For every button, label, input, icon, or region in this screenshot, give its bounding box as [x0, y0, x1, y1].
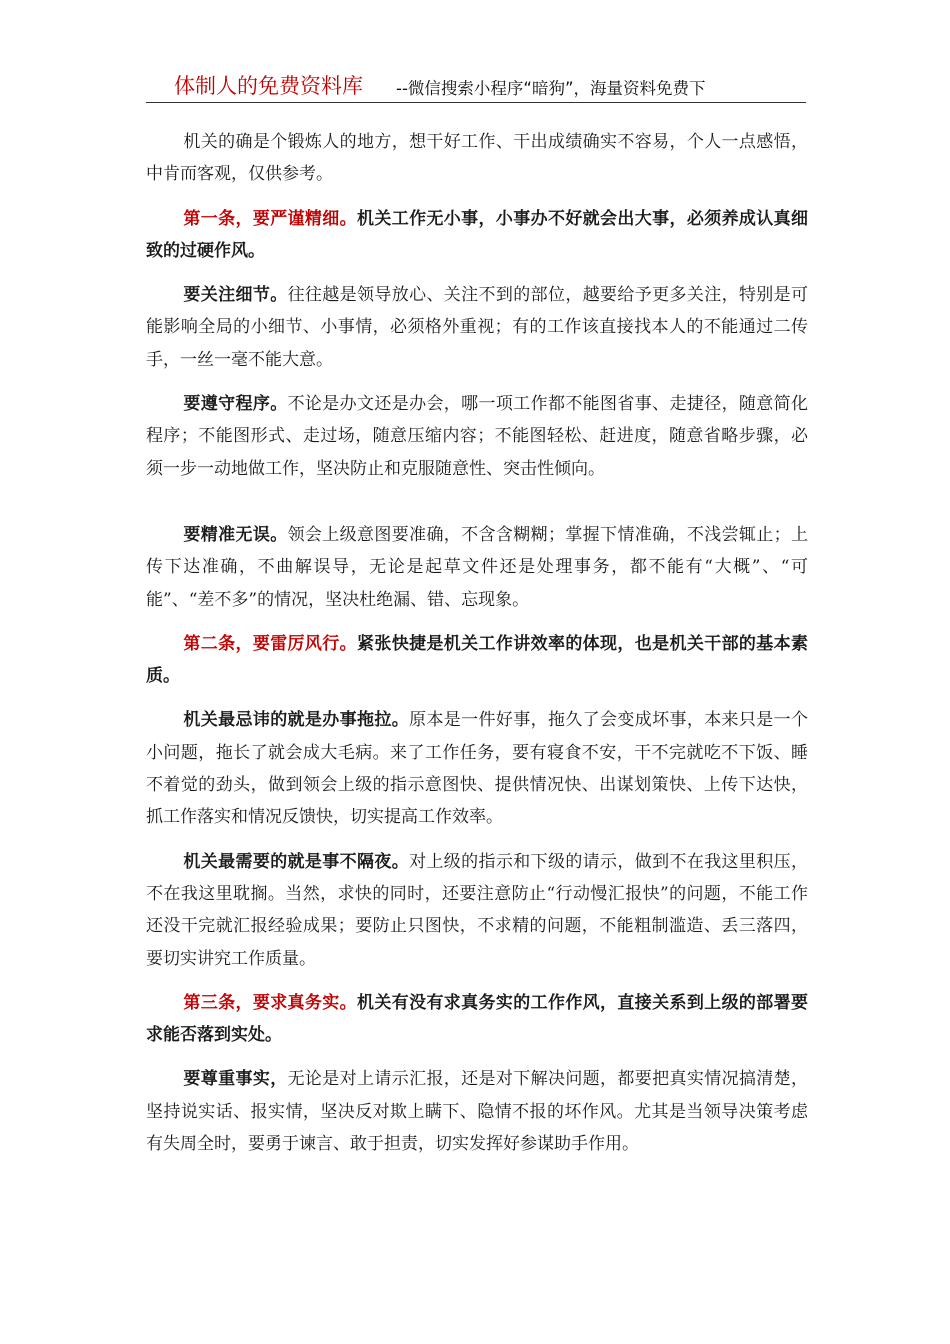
- paragraph-text: 对上级的指示和下级的请示，做到不在我这里积压，不在我这里耽搁。当然，求快的同时，还要注意防止“行动慢汇报快”的问题，不能工作还没干完就汇报经验成果；要防止只图快，不求精的问题，不能粗制滥造、丢三落四，要切实讲究工作质量。: [146, 851, 809, 969]
- point-paragraph: [146, 388, 808, 485]
- section-heading-2: [146, 628, 808, 693]
- section-heading-3: [146, 987, 808, 1052]
- point-paragraph: [146, 279, 808, 376]
- point-lead: 要遵守程序。: [183, 394, 288, 415]
- paragraph-text: 往往越是领导放心、关注不到的部位，越要给予更多关注，特别是可能影响全局的小细节、小事情，必须格外重视；有的工作该直接找本人的不能通过二传手，一丝一毫不能大意。: [146, 285, 809, 370]
- point-paragraph: [146, 846, 808, 975]
- paragraph-text: 领会上级意图要准确，不含含糊糊；掌握下情准确，不浅尝辄止；上传下达准确，不曲解误导，无论是起草文件还是处理事务，都不能有“大概”、“可能”、“差不多”的情况，坚决杜绝漏、错、忘现象。: [146, 524, 809, 610]
- section-title: 第三条，要求真务实。: [183, 992, 357, 1013]
- header-title: 体制人的免费资料库: [174, 74, 363, 98]
- paragraph-text: 原本是一件好事，拖久了会变成坏事，本来只是一个小问题，拖长了就会成大毛病。来了工作任务，要有寝食不安，干不完就吃不下饭、睡不着觉的劲头，做到领会上级的指示意图快、提供情况快、出谋划策快、上传下达快，抓工作落实和情况反馈快，切实提高工作效率。: [146, 710, 809, 828]
- document-body: [146, 126, 808, 1172]
- section-title: 第二条，要雷厉风行。: [183, 633, 357, 654]
- point-lead: 机关最忌讳的就是办事拖拉。: [183, 710, 410, 731]
- section-summary: 机关有没有求真务实的工作作风，直接关系到上级的部署要求能否落到实处。: [146, 992, 809, 1046]
- section-title: 第一条，要严谨精细。: [183, 208, 357, 229]
- paragraph-text: 无论是对上请示汇报，还是对下解决问题，都要把真实情况搞清楚，坚持说实话、报实情，坚决反对欺上瞒下、隐情不报的坏作风。尤其是当领导决策考虑有失周全时，要勇于谏言、敢于担责，切实发挥好参谋助手作用。: [146, 1069, 809, 1155]
- section-summary: 机关工作无小事，小事办不好就会出大事，必须养成认真细致的过硬作风。: [146, 208, 809, 261]
- paragraph-text: 不论是办文还是办会，哪一项工作都不能图省事、走捷径，随意简化程序；不能图形式、走过场，随意压缩内容；不能图轻松、赶进度，随意省略步骤，必须一步一动地做工作，坚决防止和克服随意性、突击性倾向。: [146, 394, 809, 479]
- point-lead: 要关注细节。: [183, 285, 288, 306]
- page-header: [146, 70, 806, 103]
- section-heading-1: [146, 203, 808, 268]
- paragraph-text: 机关的确是个锻炼人的地方，想干好工作、干出成绩确实不容易，个人一点感悟，中肯而客观，仅供参考。: [146, 132, 808, 185]
- point-lead: 要精准无误。: [183, 524, 288, 545]
- point-paragraph: [146, 1063, 808, 1160]
- intro-paragraph: [146, 126, 808, 191]
- section-summary: 紧张快捷是机关工作讲效率的体现，也是机关干部的基本素质。: [146, 633, 809, 687]
- header-subtitle: --微信搜索小程序“暗狗”，海量资料免费下: [396, 79, 706, 98]
- point-lead: 要尊重事实，: [183, 1069, 288, 1090]
- point-lead: 机关最需要的就是事不隔夜。: [183, 851, 410, 872]
- point-paragraph: [146, 704, 808, 833]
- point-paragraph: [146, 519, 808, 616]
